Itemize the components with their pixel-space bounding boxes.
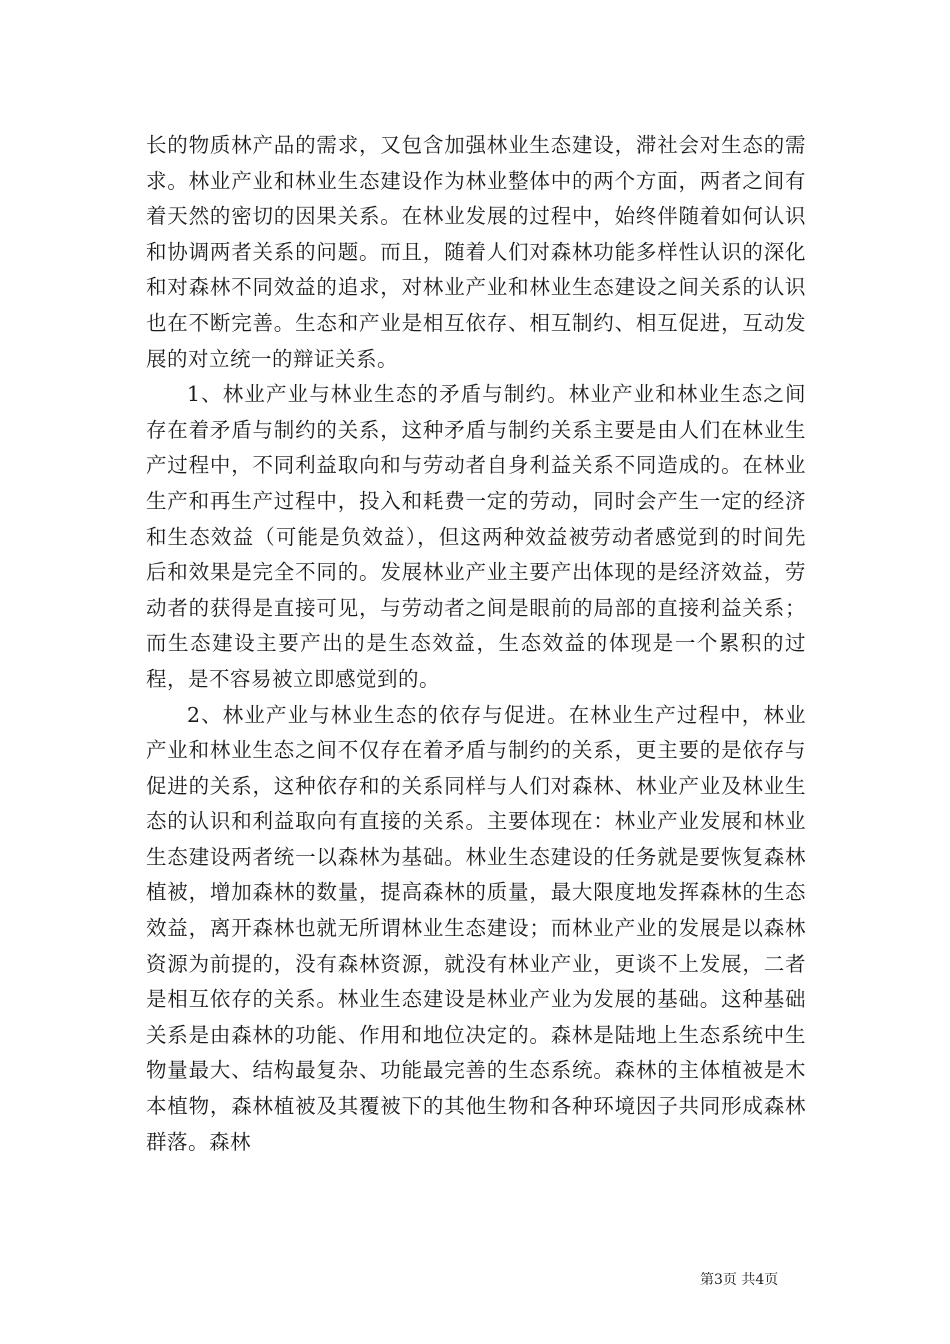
paragraph-section-1: 1、林业产业与林业生态的矛盾与制约。林业产业和林业生态之间存在着矛盾与制约的关系，这种矛盾与制约关系主要是由人们在林业生产过程中，不同利益取向和与劳动者自身利益关系不同造成的。在林业生产和再生产过程中，投入和耗费一定的劳动，同时会产生一定的经济和生态效益（可能是负效益），但这两种效益被劳动者感觉到的时间先后和效果是完全不同的。发展林业产业主要产出体现的是经济效益，劳动者的获得是直接可见，与劳动者之间是眼前的局部的直接利益关系；而生态建设主要产出的是生态效益，生态效益的体现是一个累积的过程，是不容易被立即感觉到的。 — [146, 382, 806, 691]
paragraph-intro-continuation: 长的物质林产品的需求，又包含加强林业生态建设，滞社会对生态的需求。林业产业和林业生态建设作为林业整体中的两个方面，两者之间有着天然的密切的因果关系。在林业发展的过程中，始终伴随着如何认识和协调两者关系的问题。而且，随着人们对森林功能多样性认识的深化和对森林不同效益的追求，对林业产业和林业生态建设之间关系的认识也在不断完善。生态和产业是相互依存、相互制约、相互促进，互动发展的对立统一的辩证关系。 — [146, 133, 806, 371]
paragraph-section-2: 2、林业产业与林业生态的依存与促进。在林业生产过程中，林业产业和林业生态之间不仅存在着矛盾与制约的关系，更主要的是依存与促进的关系，这种依存和的关系同样与人们对森林、林业产业及林业生态的认识和利益取向有直接的关系。主要体现在：林业产业发展和林业生态建设两者统一以森林为基础。林业生态建设的任务就是要恢复森林植被，增加森林的数量，提高森林的质量，最大限度地发挥森林的生态效益，离开森林也就无所谓林业生态建设；而林业产业的发展是以森林资源为前提的，没有森林资源，就没有林业产业，更谈不上发展，二者是相互依存的关系。林业生态建设是林业产业为发展的基础。这种基础关系是由森林的功能、作用和地位决定的。森林是陆地上生态系统中生物量最大、结构最复杂、功能最完善的生态系统。森林的主体植被是木本植物，森林植被及其覆被下的其他生物和各种环境因子共同形成森林群落。森林 — [146, 702, 806, 1154]
page-number-footer: 第3页 共4页 — [700, 1272, 779, 1288]
document-body — [146, 128, 806, 1160]
